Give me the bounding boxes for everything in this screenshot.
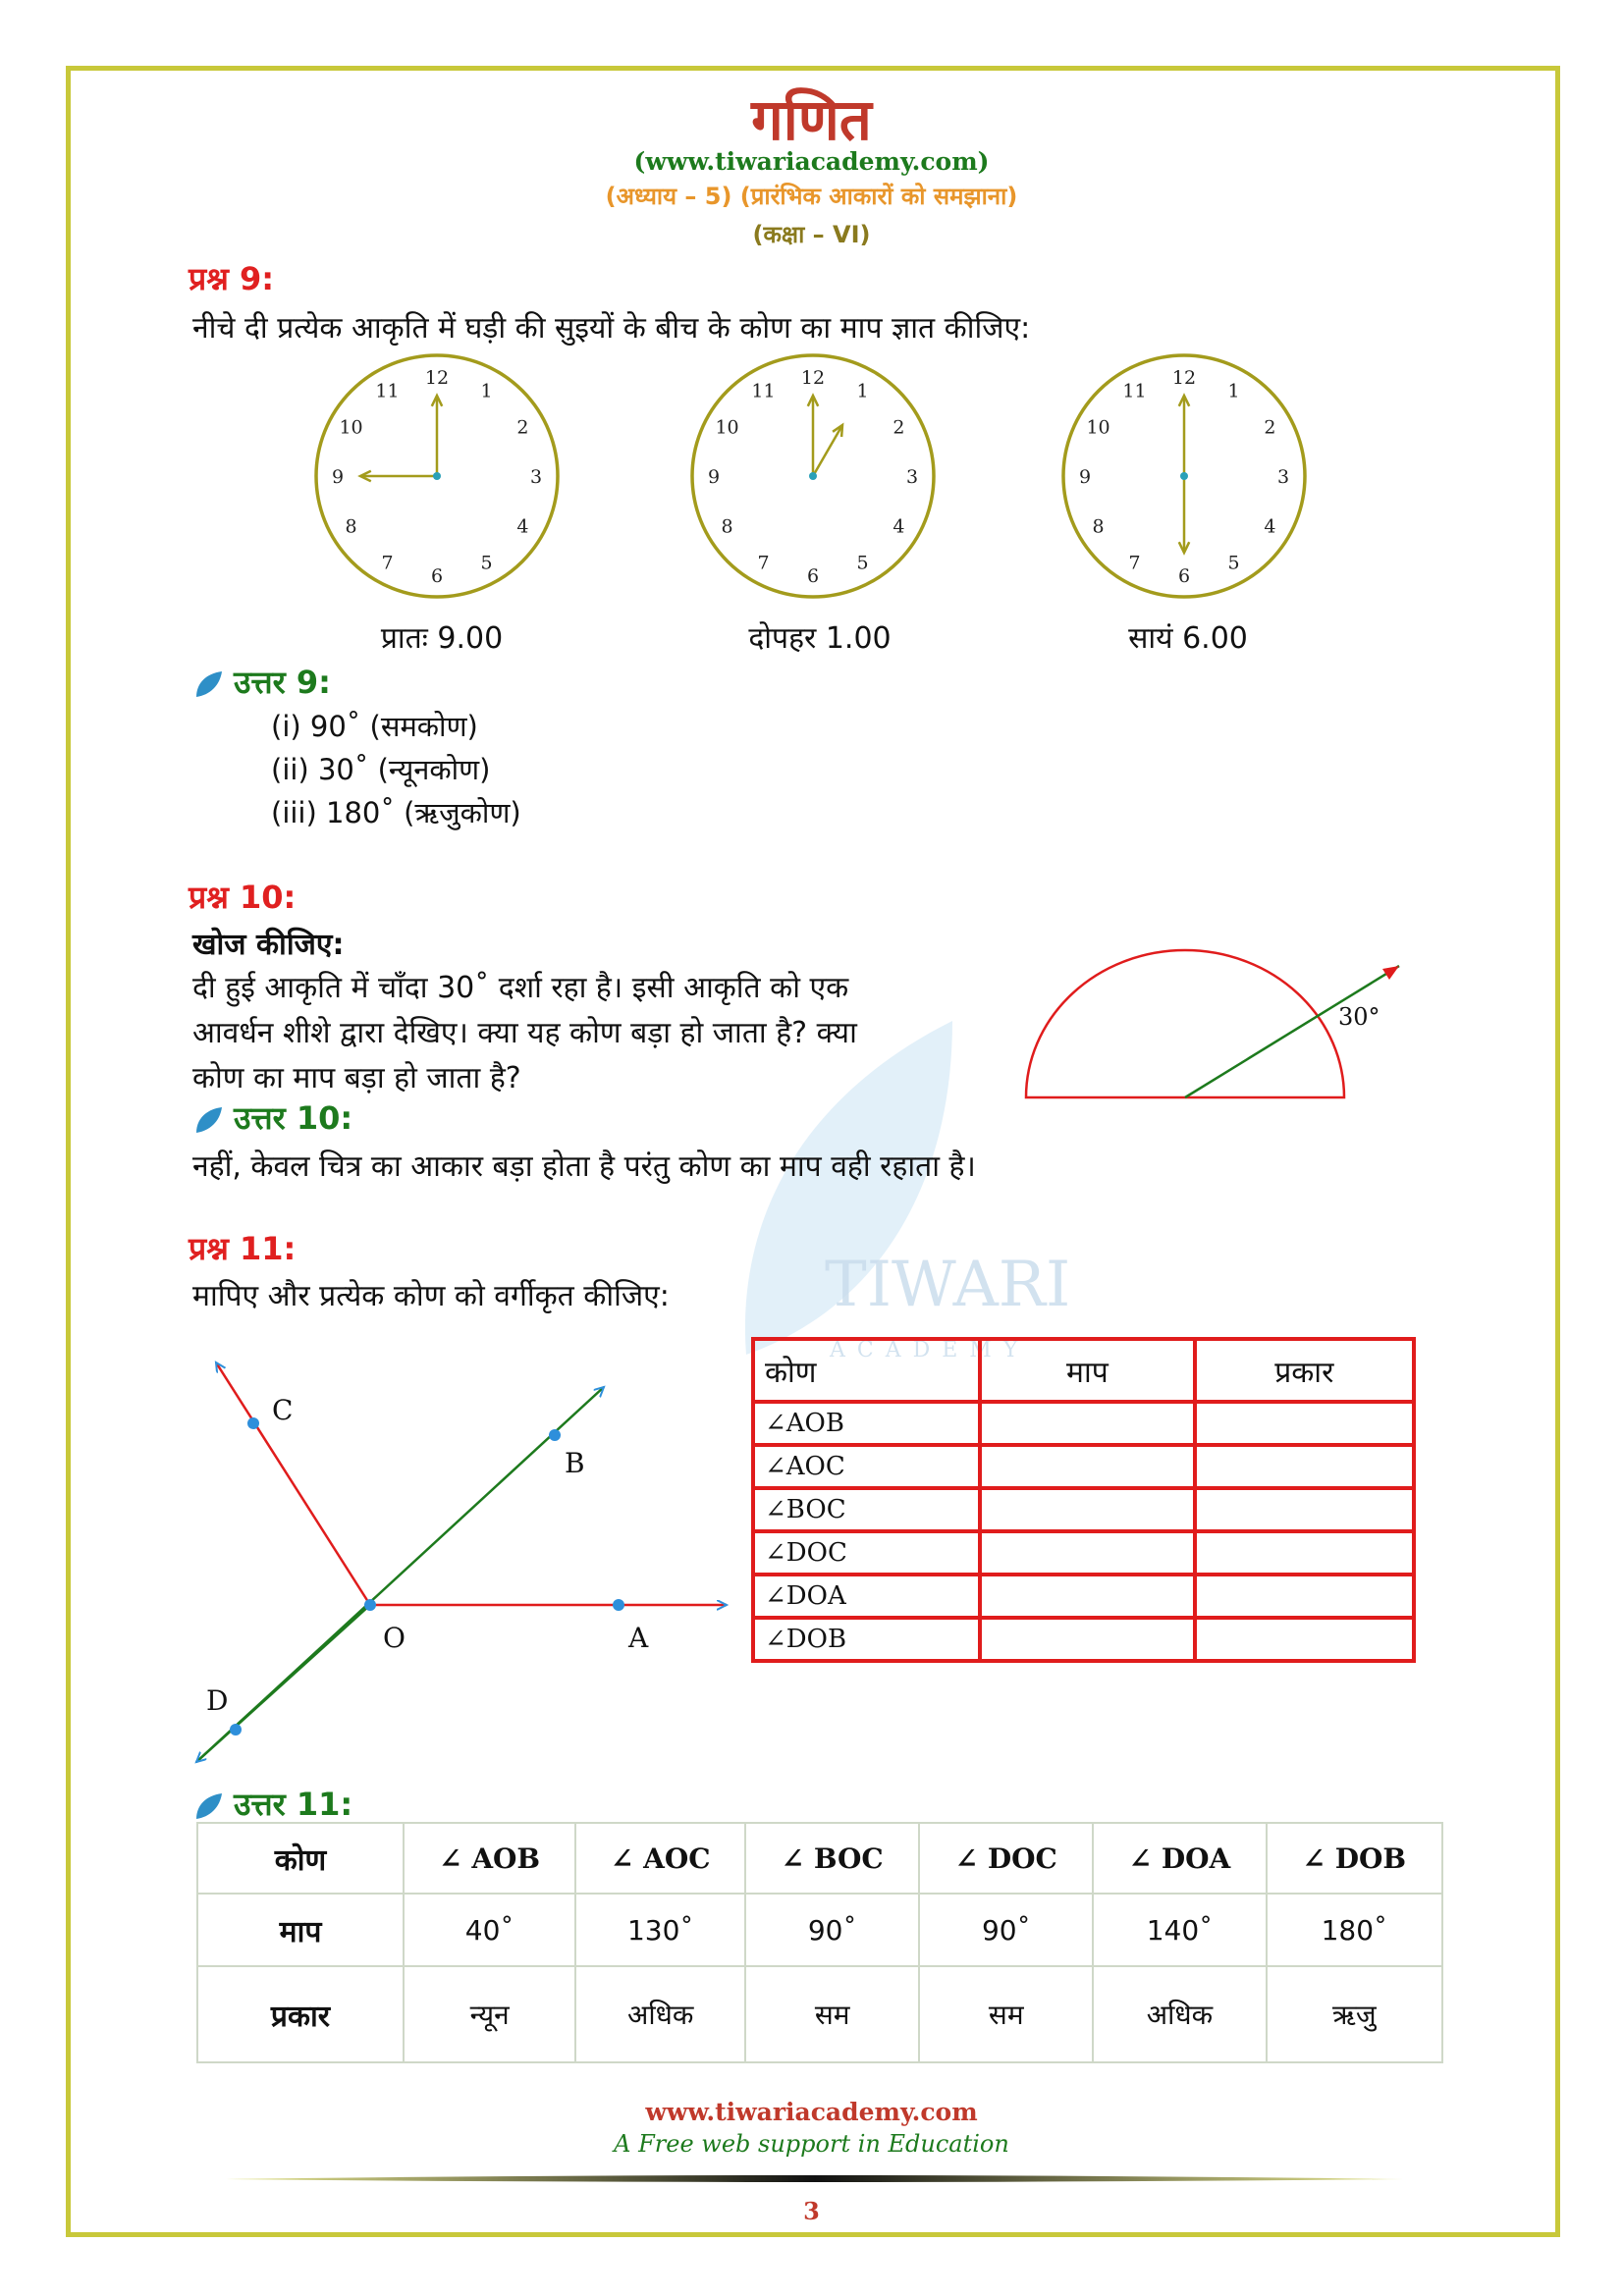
answer-table [196,1822,1443,2063]
table-header: ∠ AOB [404,1823,575,1894]
clock-number: 12 [1171,367,1197,389]
question-10-label: प्रश्न 10: [189,879,297,916]
clock-number: 1 [480,380,493,402]
table-cell: ∠DOA [753,1575,980,1618]
table-cell: अधिक [575,1966,745,2062]
answer-9-line-2: (ii) 30˚ (न्यूनकोण) [271,753,491,786]
table-row [753,1445,1414,1488]
clock-caption-2: दोपहर 1.00 [748,621,892,656]
answer-9-line-1: (i) 90˚ (समकोण) [271,710,478,743]
clock-number: 6 [806,565,820,587]
clock-caption-3: सायं 6.00 [1128,621,1248,656]
table-cell: 40˚ [404,1894,575,1966]
table-cell: सम [745,1966,919,2062]
clock-hour-hand [813,425,842,476]
clock-center [433,472,441,480]
question-10-subtitle: खोज कीजिए: [192,928,345,962]
table-cell: ∠DOB [753,1618,980,1661]
table-cell: ∠AOB [753,1402,980,1445]
table-header: प्रकार [1195,1339,1414,1402]
table-header: कोण [197,1823,404,1894]
clock-morning-9 [316,355,558,597]
clock-number: 12 [424,367,450,389]
table-cell: 130˚ [575,1894,745,1966]
leaf-logo-icon [192,1105,222,1135]
leaf-logo-icon [192,669,222,699]
question-11-label: प्रश्न 11: [189,1230,297,1267]
table-row [753,1402,1414,1445]
question-9-label: प्रश्न 9: [189,260,275,297]
label-c: C [272,1394,294,1426]
question-10-line-2: आवर्धन शीशे द्वारा देखिए। क्या यह कोण बड़ा हो जाता है? क्या [192,1016,857,1050]
clock-number: 3 [1276,466,1290,488]
clock-number: 4 [893,515,905,538]
footer-tagline: A Free web support in Education [614,2130,1009,2158]
clock-number: 1 [856,380,869,402]
table-header: कोण [753,1339,980,1402]
measure-table [751,1337,1416,1663]
clock-number: 8 [345,515,357,538]
label-d: D [206,1684,229,1717]
answer-11-label: उत्तर 11: [234,1786,353,1823]
footer-divider [226,2171,1404,2187]
protractor-figure [1011,942,1424,1109]
table-cell: ∠AOC [753,1445,980,1488]
clock-number: 9 [1078,466,1092,488]
clock-number: 4 [1264,515,1276,538]
clock-number: 2 [516,416,529,439]
page-title: गणित [751,86,872,153]
table-cell: प्रकार [197,1966,404,2062]
table-cell: ∠DOC [753,1531,980,1575]
table-cell: अधिक [1093,1966,1266,2062]
clock-evening-6 [1063,355,1305,597]
point-c [247,1417,259,1429]
table-header: ∠ DOC [919,1823,1093,1894]
clock-number: 5 [480,552,493,574]
table-cell: ऋजु [1267,1966,1442,2062]
clock-number: 9 [707,466,721,488]
clock-number: 10 [339,416,363,439]
table-cell: 90˚ [745,1894,919,1966]
angles-figure [187,1345,736,1787]
clock-number: 8 [721,515,733,538]
clock-number: 10 [1086,416,1110,439]
watermark-subtext: ACADEMY [830,1338,1030,1362]
point-o [364,1599,376,1611]
table-row [753,1531,1414,1575]
table-cell: 90˚ [919,1894,1093,1966]
clock-number: 11 [1122,380,1147,402]
table-header: ∠ DOA [1093,1823,1266,1894]
table-cell: 140˚ [1093,1894,1266,1966]
table-header: ∠ BOC [745,1823,919,1894]
clock-center [809,472,817,480]
clock-number: 5 [856,552,869,574]
clock-number: 2 [1264,416,1276,439]
question-10-line-3: कोण का माप बड़ा हो जाता है? [192,1061,521,1095]
leaf-logo-icon [192,1791,222,1821]
clock-number: 9 [331,466,345,488]
clock-number: 7 [381,552,394,574]
table-cell: माप [197,1894,404,1966]
question-10-line-1: दी हुई आकृति में चाँदा 30˚ दर्शा रहा है। इसी आकृति को एक [192,971,849,1005]
label-a: A [628,1622,649,1654]
table-row [753,1488,1414,1531]
clock-number: 3 [529,466,543,488]
clock-number: 11 [375,380,400,402]
page-number: 3 [803,2197,820,2225]
class-label: (कक्षा – VI) [752,221,871,248]
answer-9-line-3: (iii) 180˚ (ऋजुकोण) [271,796,521,829]
label-b: B [565,1447,585,1479]
table-row [197,1823,1442,1894]
table-cell: न्यून [404,1966,575,2062]
question-9-text: नीचे दी प्रत्येक आकृति में घड़ी की सुइयों के बीच के कोण का माप ज्ञात कीजिए: [192,311,1031,346]
clock-number: 7 [1128,552,1141,574]
watermark-text: TIWARI [825,1249,1071,1321]
answer-10-text: नहीं, केवल चित्र का आकार बड़ा होता है परंतु कोण का माप वही रहाता है। [192,1149,976,1184]
clock-center [1180,472,1188,480]
clock-number: 4 [516,515,529,538]
clock-number: 5 [1227,552,1240,574]
clock-number: 11 [751,380,776,402]
clocks-figure [295,339,1375,614]
clock-number: 12 [800,367,826,389]
table-cell: 180˚ [1267,1894,1442,1966]
clock-number: 8 [1092,515,1105,538]
clock-number: 3 [905,466,919,488]
header-url: (www.tiwariacademy.com) [633,147,990,176]
clock-number: 7 [757,552,770,574]
table-header: ∠ DOB [1267,1823,1442,1894]
table-row [197,1966,1442,2062]
point-a [613,1599,624,1611]
footer-url[interactable]: www.tiwariacademy.com [645,2098,978,2126]
table-cell: ∠BOC [753,1488,980,1531]
table-cell: सम [919,1966,1093,2062]
clock-number: 10 [715,416,739,439]
answer-10-label: उत्तर 10: [234,1099,353,1137]
chapter-title: (अध्याय – 5) (प्रारंभिक आकारों को समझाना) [605,183,1018,210]
table-row [197,1894,1442,1966]
answer-9-label: उत्तर 9: [234,664,331,701]
question-11-text: मापिए और प्रत्येक कोण को वर्गीकृत कीजिए: [192,1279,670,1313]
clock-number: 6 [1177,565,1191,587]
clock-number: 6 [430,565,444,587]
clock-number: 2 [893,416,905,439]
table-row [753,1575,1414,1618]
table-header: ∠ AOC [575,1823,745,1894]
table-header: माप [980,1339,1194,1402]
label-o: O [383,1622,406,1654]
clock-afternoon-1 [692,355,934,597]
point-d [230,1724,242,1735]
angle-30-label: 30° [1338,1003,1380,1031]
clock-number: 1 [1227,380,1240,402]
clock-caption-1: प्रातः 9.00 [380,621,504,656]
point-b [549,1429,561,1441]
table-row [753,1618,1414,1661]
